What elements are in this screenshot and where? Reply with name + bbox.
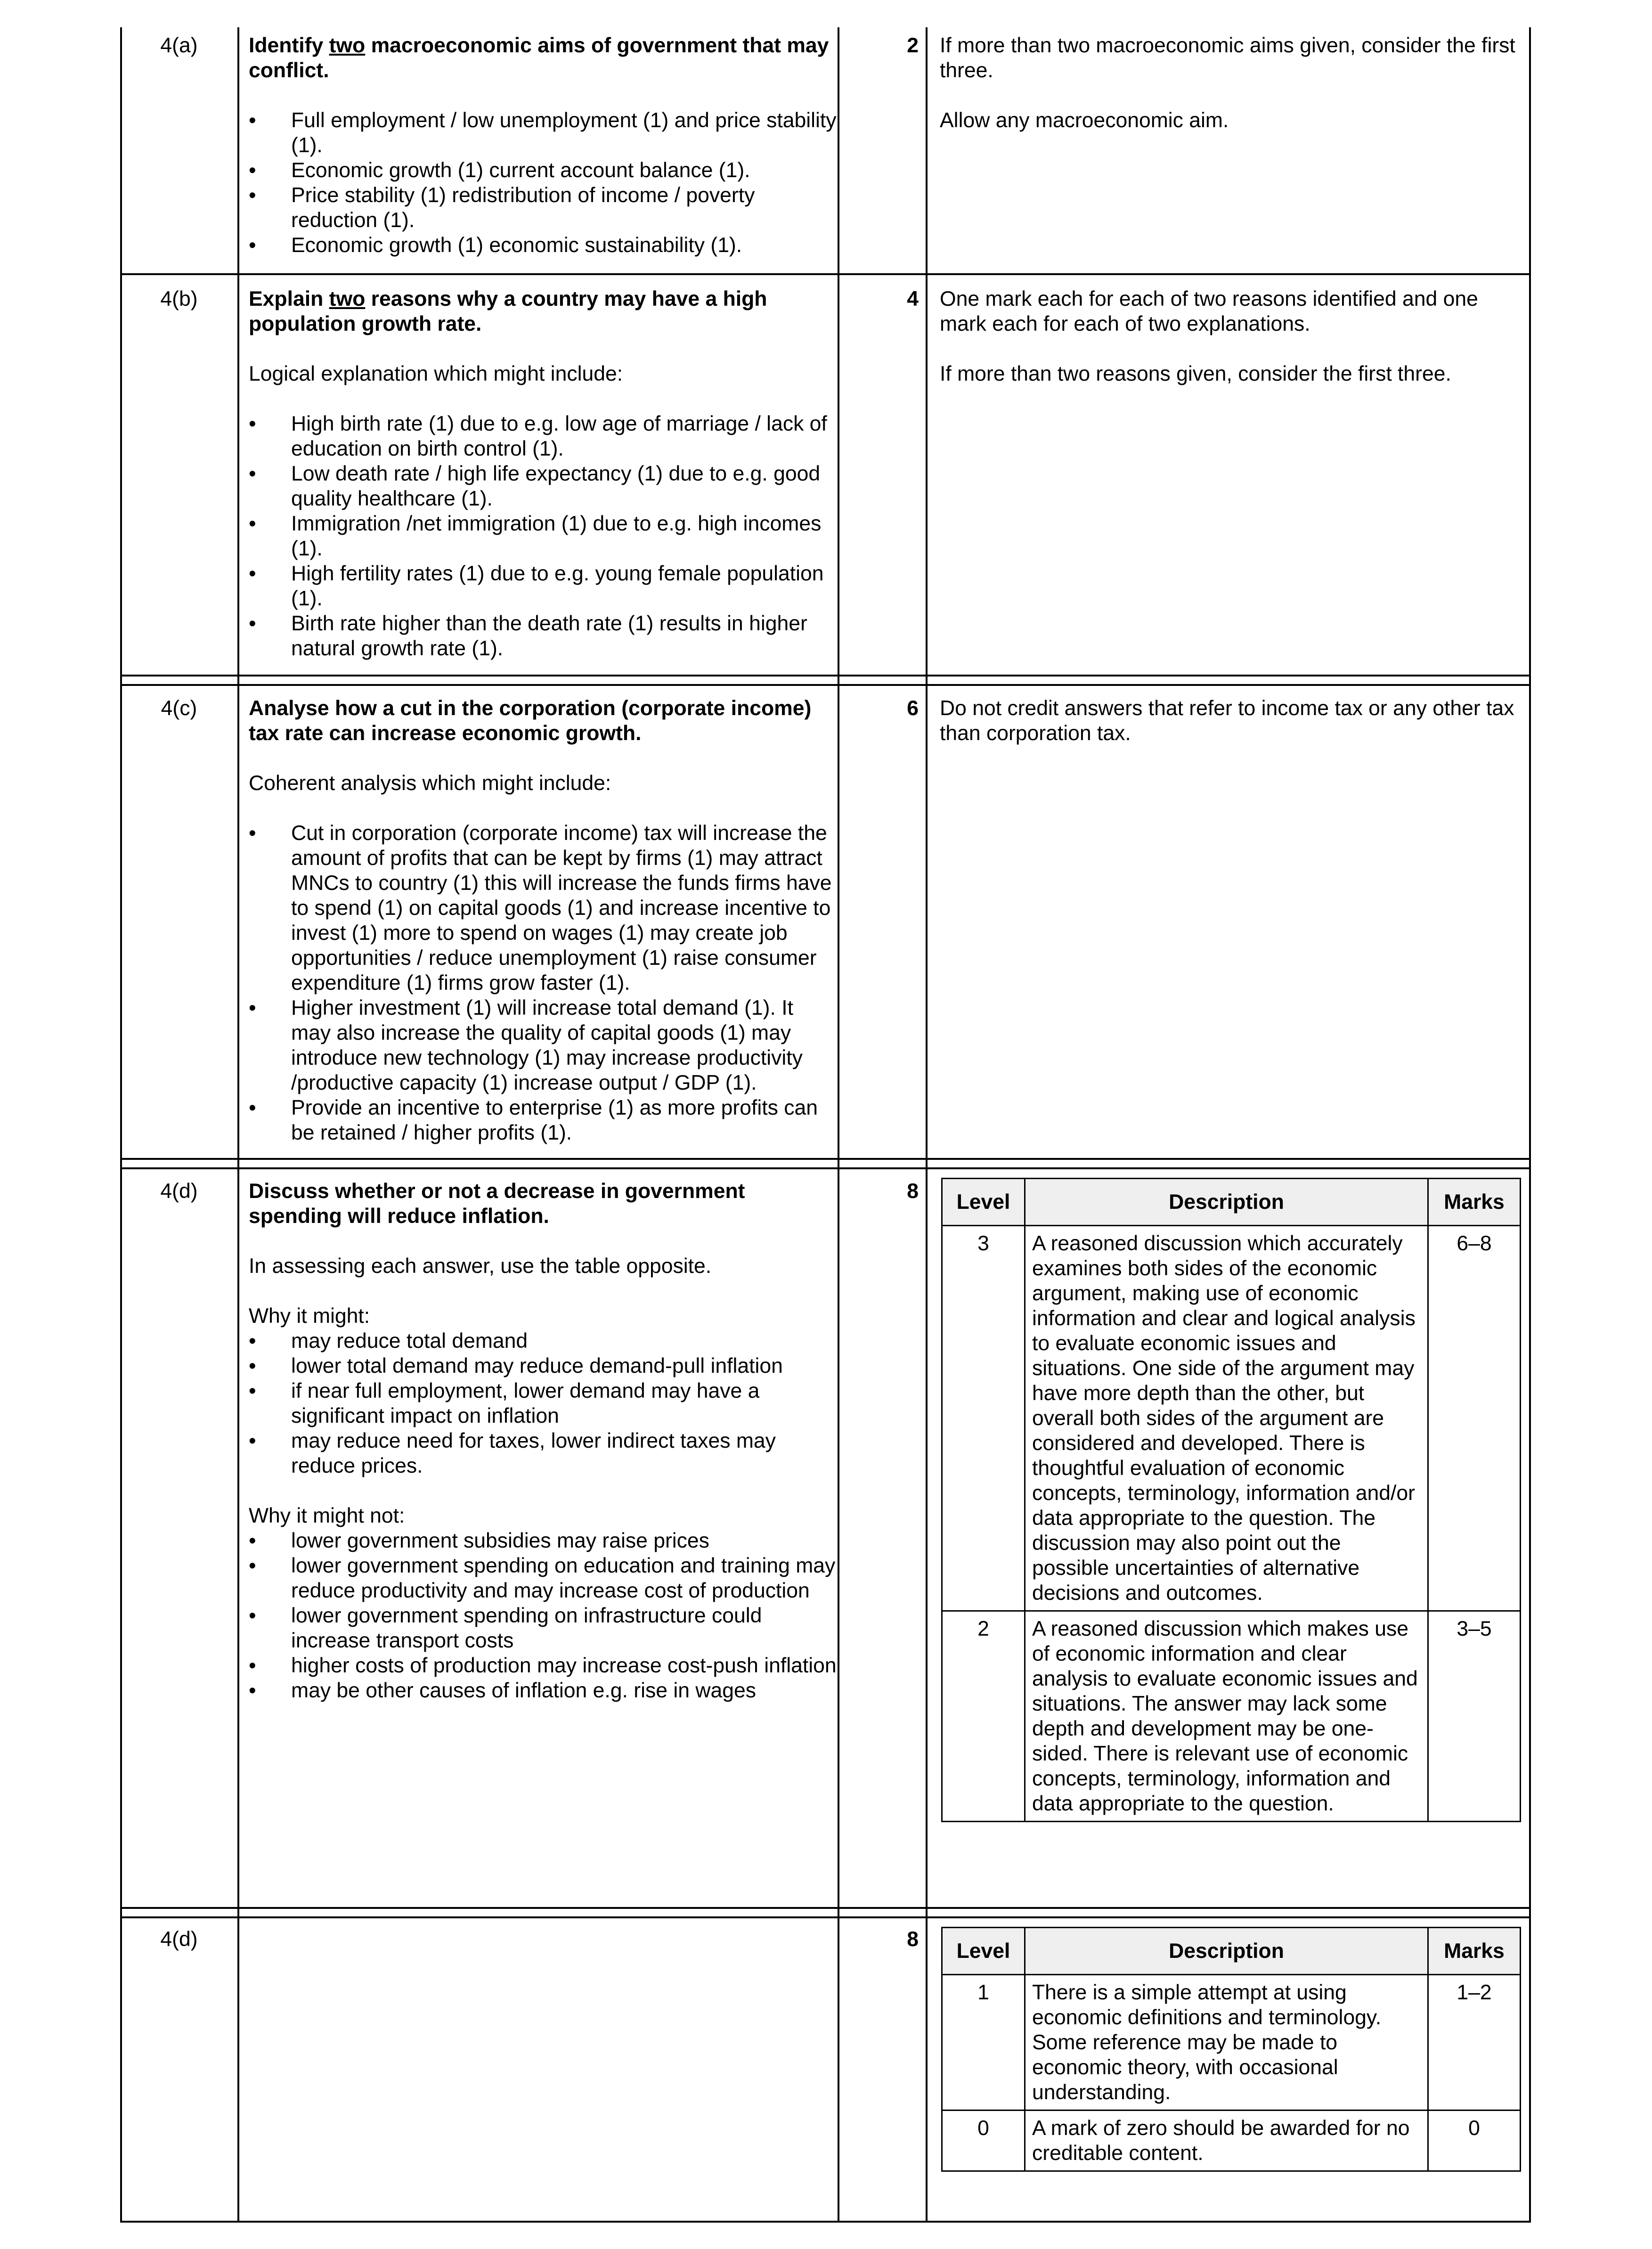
row-divider — [120, 1158, 1531, 1160]
answer-bullets — [249, 411, 838, 661]
list-item: • lower total demand may reduce demand-pull inflation — [249, 1353, 838, 1378]
marks-header: Marks — [1428, 1928, 1521, 1975]
level-descriptor-table — [941, 1178, 1521, 1822]
list-item: • High birth rate (1) due to e.g. low age of marriage / lack of education on birth control (1). — [249, 411, 838, 461]
question-marks: 6 — [907, 697, 919, 720]
row-divider — [120, 273, 1531, 275]
level-header: Level — [942, 1928, 1025, 1975]
column-border-right — [1529, 27, 1531, 2223]
table-row — [942, 1226, 1521, 1611]
guidance-note: Allow any macroeconomic aim. — [940, 109, 1229, 132]
question-marks: 2 — [907, 34, 919, 57]
description-header: Description — [1025, 1928, 1428, 1975]
question-text: Explain two reasons why a country may have a high population growth rate. — [249, 287, 767, 335]
level-description: A mark of zero should be awarded for no creditable content. — [1025, 2110, 1428, 2171]
list-item: • Economic growth (1) current account balance (1). — [249, 158, 838, 183]
answer-intro: Logical explanation which might include: — [249, 362, 623, 385]
question-cell-4b — [249, 286, 838, 661]
question-text: Analyse how a cut in the corporation (corporate income) tax rate can increase economic growth. — [249, 697, 812, 745]
row-divider — [120, 684, 1531, 686]
list-item: • High fertility rates (1) due to e.g. young female population (1). — [249, 561, 838, 611]
guidance-cell-4b — [940, 286, 1519, 386]
answer-bullets — [249, 108, 838, 258]
answer-intro: In assessing each answer, use the table opposite. — [249, 1255, 712, 1278]
row-divider — [120, 1916, 1531, 1918]
list-item: • may reduce total demand — [249, 1328, 838, 1353]
guidance-cell-4a — [940, 33, 1519, 133]
list-item: • higher costs of production may increase cost-push inflation — [249, 1653, 838, 1678]
might-not-heading: Why it might not: — [249, 1504, 405, 1527]
list-item: • lower government spending on infrastructure could increase transport costs — [249, 1603, 838, 1653]
question-number: 4(b) — [160, 287, 198, 310]
guidance-note: If more than two macroeconomic aims given, consider the first three. — [940, 34, 1515, 82]
guidance-note: One mark each for each of two reasons identified and one mark each for each of two explanations. — [940, 287, 1478, 335]
might-heading: Why it might: — [249, 1304, 370, 1328]
guidance-note: If more than two reasons given, consider the first three. — [940, 362, 1451, 385]
level-value: 2 — [942, 1611, 1025, 1822]
question-cell-4d — [249, 1179, 838, 1703]
list-item: • Price stability (1) redistribution of income / poverty reduction (1). — [249, 183, 838, 233]
question-marks: 4 — [907, 287, 919, 310]
list-item: • Higher investment (1) will increase total demand (1). It may also increase the quality of capital goods (1) may introduce new technology (1) may increase productivity /productive capacity (1) increase output / GDP (1). — [249, 995, 838, 1095]
level-description: A reasoned discussion which makes use of economic information and clear analysis to evaluate economic issues and situations. The answer may lack some depth and development may be one-sided. There is relevant use of economic concepts, terminology, information and data appropriate to the question. — [1025, 1611, 1428, 1822]
level-marks: 6–8 — [1428, 1226, 1521, 1611]
marks-header: Marks — [1428, 1179, 1521, 1226]
list-item: • lower government subsidies may raise prices — [249, 1528, 838, 1553]
level-marks: 1–2 — [1428, 1975, 1521, 2110]
might-bullets — [249, 1328, 838, 1478]
answer-bullets — [249, 821, 838, 1145]
column-border-question — [237, 27, 239, 2223]
table-row — [942, 1611, 1521, 1822]
question-text: Identify two macroeconomic aims of government that may conflict. — [249, 34, 829, 82]
level-value: 1 — [942, 1975, 1025, 2110]
list-item: • lower government spending on education and training may reduce productivity and may increase cost of production — [249, 1553, 838, 1603]
question-marks: 8 — [907, 1928, 919, 1951]
list-item: • Birth rate higher than the death rate (1) results in higher natural growth rate (1). — [249, 611, 838, 661]
list-item: • may reduce need for taxes, lower indirect taxes may reduce prices. — [249, 1428, 838, 1478]
list-item: • Low death rate / high life expectancy (1) due to e.g. good quality healthcare (1). — [249, 461, 838, 511]
list-item: • Cut in corporation (corporate income) tax will increase the amount of profits that can be kept by firms (1) may attract MNCs to country (1) this will increase the funds firms have to spend (1) on capital goods (1) and increase incentive to invest (1) more to spend on wages (1) may create job opportunities / reduce unemployment (1) raise consumer expenditure (1) firms grow faster (1). — [249, 821, 838, 995]
row-divider — [120, 675, 1531, 676]
question-number: 4(a) — [160, 34, 198, 57]
column-border-left — [120, 27, 122, 2223]
column-border-marks — [838, 27, 839, 2223]
guidance-cell-4c — [940, 696, 1519, 746]
column-border-guidance — [926, 27, 928, 2223]
list-item: • Full employment / low unemployment (1) and price stability (1). — [249, 108, 838, 158]
row-divider — [120, 1907, 1531, 1909]
question-cell-4a — [249, 33, 838, 258]
list-item: • if near full employment, lower demand may have a significant impact on inflation — [249, 1378, 838, 1428]
list-item: • Provide an incentive to enterprise (1) as more profits can be retained / higher profits (1). — [249, 1095, 838, 1145]
table-row — [942, 1975, 1521, 2110]
table-header-row — [942, 1928, 1521, 1975]
level-value: 0 — [942, 2110, 1025, 2171]
might-not-bullets — [249, 1528, 838, 1703]
list-item: • may be other causes of inflation e.g. rise in wages — [249, 1678, 838, 1703]
table-header-row — [942, 1179, 1521, 1226]
level-marks: 3–5 — [1428, 1611, 1521, 1822]
question-number: 4(d) — [160, 1928, 198, 1951]
level-header: Level — [942, 1179, 1025, 1226]
level-description: There is a simple attempt at using economic definitions and terminology. Some reference may be made to economic theory, with occasional understanding. — [1025, 1975, 1428, 2110]
question-marks: 8 — [907, 1180, 919, 1203]
level-descriptor-table-continued — [941, 1927, 1521, 2172]
level-marks: 0 — [1428, 2110, 1521, 2171]
level-description: A reasoned discussion which accurately examines both sides of the economic argument, making use of economic information and clear and logical analysis to evaluate economic issues and situations. One side of the argument may have more depth than the other, but overall both sides of the argument are considered and developed. There is thoughtful evaluation of economic concepts, terminology, information and/or data appropriate to the question. The discussion may also point out the possible uncertainties of alternative decisions and outcomes. — [1025, 1226, 1428, 1611]
question-number: 4(c) — [161, 697, 197, 720]
description-header: Description — [1025, 1179, 1428, 1226]
guidance-note: Do not credit answers that refer to income tax or any other tax than corporation tax. — [940, 697, 1514, 745]
row-divider — [120, 1167, 1531, 1169]
list-item: • Immigration /net immigration (1) due to e.g. high incomes (1). — [249, 511, 838, 561]
level-value: 3 — [942, 1226, 1025, 1611]
answer-intro: Coherent analysis which might include: — [249, 772, 611, 795]
question-text: Discuss whether or not a decrease in government spending will reduce inflation. — [249, 1180, 745, 1228]
list-item: • Economic growth (1) economic sustainability (1). — [249, 233, 838, 258]
question-number: 4(d) — [160, 1180, 198, 1203]
table-bottom-border — [120, 2221, 1531, 2223]
question-cell-4c — [249, 696, 838, 1145]
table-row — [942, 2110, 1521, 2171]
